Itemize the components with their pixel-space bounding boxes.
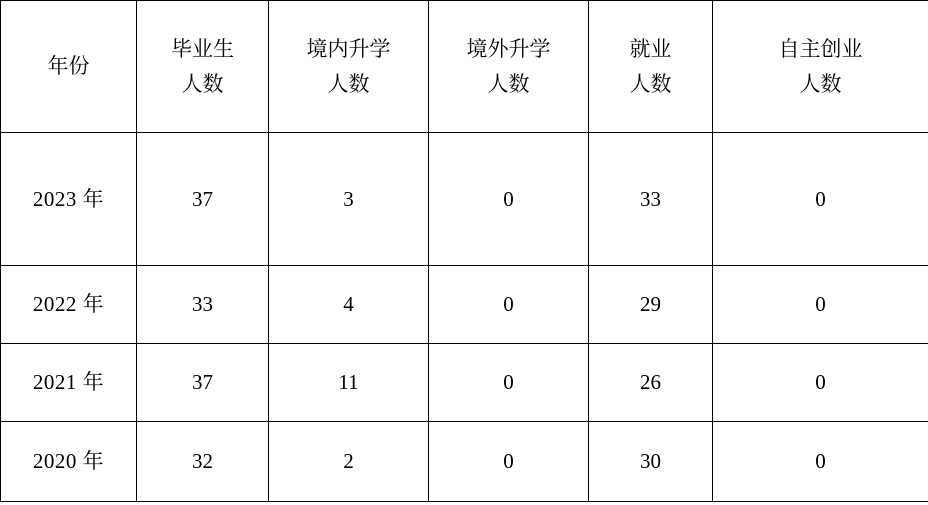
- column-header-domestic-study: [269, 1, 429, 133]
- table-body: [1, 133, 928, 502]
- table-row: [1, 133, 928, 266]
- cell-graduates: 33: [137, 266, 269, 344]
- column-header-graduates-line-1: 毕业生: [171, 36, 234, 61]
- column-header-graduates-line-2: 人数: [181, 71, 224, 96]
- cell-domestic-study: 2: [269, 422, 429, 502]
- cell-entrepreneurship: 0: [713, 133, 928, 266]
- column-header-entrepreneurship-line-1: 自主创业: [778, 36, 863, 61]
- cell-entrepreneurship: 0: [713, 344, 928, 422]
- column-header-year-line-1: 年份: [47, 54, 90, 79]
- cell-employment: 26: [589, 344, 713, 422]
- column-header-employment-line-2: 人数: [629, 71, 672, 96]
- cell-overseas-study: 0: [429, 422, 589, 502]
- cell-overseas-study: 0: [429, 266, 589, 344]
- cell-year: 2022 年: [1, 266, 137, 344]
- column-header-overseas-study-line-1: 境外升学: [466, 36, 551, 61]
- table-row: [1, 422, 928, 502]
- column-header-entrepreneurship-line-2: 人数: [799, 71, 842, 96]
- column-header-overseas-study-line-2: 人数: [487, 71, 530, 96]
- cell-employment: 33: [589, 133, 713, 266]
- cell-graduates: 37: [137, 344, 269, 422]
- cell-graduates: 37: [137, 133, 269, 266]
- cell-entrepreneurship: 0: [713, 422, 928, 502]
- column-header-entrepreneurship: [713, 1, 928, 133]
- cell-year: 2021 年: [1, 344, 137, 422]
- cell-domestic-study: 11: [269, 344, 429, 422]
- column-header-graduates: [137, 1, 269, 133]
- column-header-year: [1, 1, 137, 133]
- cell-graduates: 32: [137, 422, 269, 502]
- column-header-overseas-study: [429, 1, 589, 133]
- cell-year: 2023 年: [1, 133, 137, 266]
- cell-domestic-study: 3: [269, 133, 429, 266]
- cell-employment: 29: [589, 266, 713, 344]
- cell-domestic-study: 4: [269, 266, 429, 344]
- column-header-employment-line-1: 就业: [629, 36, 672, 61]
- table-row: [1, 266, 928, 344]
- column-header-domestic-study-line-2: 人数: [327, 71, 370, 96]
- cell-entrepreneurship: 0: [713, 266, 928, 344]
- table-row: [1, 344, 928, 422]
- cell-employment: 30: [589, 422, 713, 502]
- cell-overseas-study: 0: [429, 344, 589, 422]
- cell-year: 2020 年: [1, 422, 137, 502]
- table-header-row: [1, 1, 928, 133]
- cell-overseas-study: 0: [429, 133, 589, 266]
- column-header-employment: [589, 1, 713, 133]
- table-header: [1, 1, 928, 133]
- column-header-domestic-study-line-1: 境内升学: [306, 36, 391, 61]
